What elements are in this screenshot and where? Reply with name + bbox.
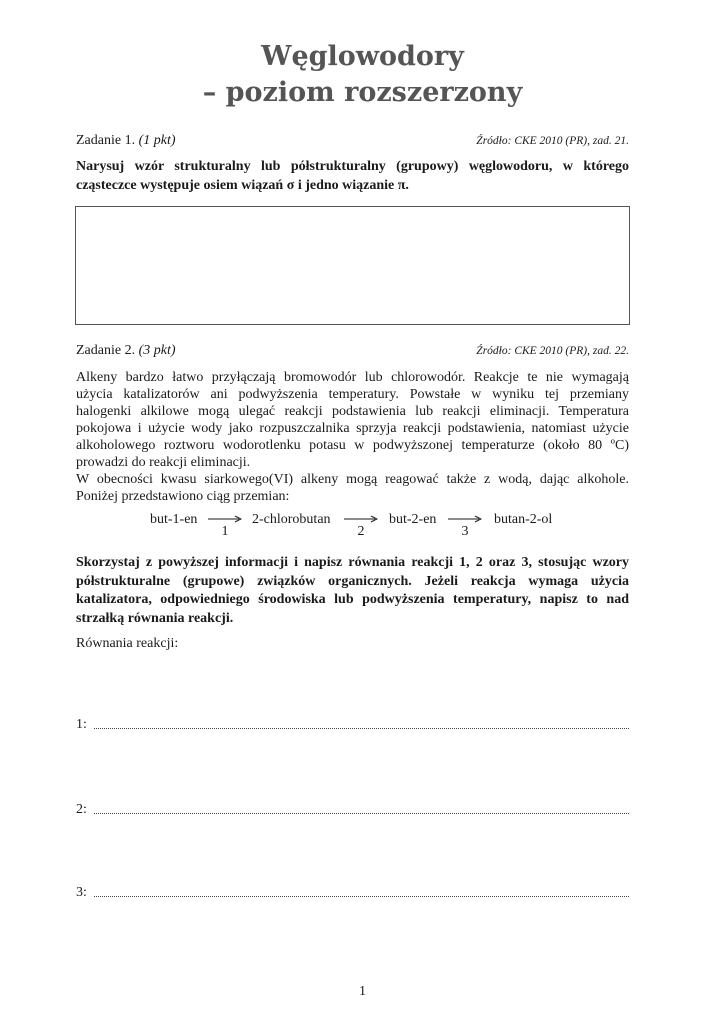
arrow-right-icon [344,514,378,524]
equation-number: 2: [76,802,87,817]
task-1-instruction-line: cząsteczce występuje osiem wiązań σ i jedno wiązanie π. [76,177,409,193]
task-2-intro-line: Poniżej przedstawiono ciąg przemian: [76,489,290,504]
task-2-intro [76,369,629,505]
arrow-right-icon [448,514,482,524]
task-2-points: (3 pkt) [138,343,176,358]
task-2-instruction-line: półstrukturalne (grupowe) związków organicznych. Jeżeli reakcja wymaga użycia [76,573,629,589]
task-2-intro-line: alkoholowego roztworu wodorotlenku potasu w podwyższonej temperaturze (około 80 ºC) [76,438,629,453]
task-1-source: Źródło: CKE 2010 (PR), zad. 21. [476,135,629,147]
equation-1-row[interactable] [76,716,629,734]
compound-2-chlorobutan: 2-chlorobutan [252,512,331,527]
equation-number: 3: [76,885,87,900]
task-2-source: Źródło: CKE 2010 (PR), zad. 22. [476,345,629,357]
task-1-label [76,132,176,150]
task-2-intro-line: halogenki alkilowe mogą ulegać reakcji podstawienia lub reakcji eliminacji. Temperatura [76,404,629,419]
task-1-header [76,132,629,150]
task-2-intro-line: W obecności kwasu siarkowego(VI) alkeny mogą reagować także z wodą, dając alkohole. [76,472,629,487]
equation-2-row[interactable] [76,801,629,819]
equation-answer-line[interactable] [94,813,629,814]
task-2-intro-line: prowadzi do reakcji eliminacji. [76,455,251,470]
task-2-instruction-line: katalizatora, odpowiedniego środowiska lub podwyższenia temperatury, napisz to nad [76,592,629,607]
task-1-title: Zadanie 1. [76,133,136,148]
task-2-instruction-line: Skorzystaj z powyższej informacji i napisz równania reakcji 1, 2 oraz 3, stosując wzory [76,555,629,570]
reaction-arrow-3 [448,512,482,542]
compound-but-1-en: but-1-en [150,512,198,527]
arrow-right-icon [208,514,242,524]
task-1-instruction [76,158,629,195]
equation-answer-line[interactable] [94,728,629,729]
reaction-step-number: 3 [461,524,469,539]
task-2-intro-line: pokojowa i użycie wody jako rozpuszczalnika sprzyja reakcji podstawienia, natomiast użycie [76,421,629,436]
page-subtitle: – poziom rozszerzony [202,77,523,108]
reaction-step-number: 2 [357,524,365,539]
task-1-answer-box[interactable] [75,206,630,325]
task-2-instruction-line: strzałką równania reakcji. [76,610,234,626]
reaction-scheme [0,512,725,542]
reaction-arrow-2 [344,512,378,542]
page-title: Węglowodory [261,41,464,72]
task-2-instruction [76,554,629,628]
compound-butan-2-ol: butan-2-ol [494,512,553,527]
equation-3-row[interactable] [76,884,629,902]
task-2-header [76,342,629,360]
reaction-step-number: 1 [221,524,229,539]
equation-answer-line[interactable] [94,896,629,897]
task-1-points: (1 pkt) [138,133,176,148]
task-2-intro-line: użycia katalizatorów ani podwyższenia temperatury. Powstałe w wyniku tej przemiany [76,387,629,402]
task-2-title: Zadanie 2. [76,343,136,358]
reaction-arrow-1 [208,512,242,542]
compound-but-2-en: but-2-en [389,512,437,527]
equation-number: 1: [76,717,87,732]
task-2-intro-line: Alkeny bardzo łatwo przyłączają bromowodór lub chlorowodór. Reakcje te nie wymagają [76,370,629,385]
task-2-label [76,342,176,360]
equations-label: Równania reakcji: [76,636,179,651]
task-1-instruction-line: Narysuj wzór strukturalny lub półstrukturalny (grupowy) węglowodoru, w którego [76,159,629,174]
page-number: 1 [359,984,366,999]
